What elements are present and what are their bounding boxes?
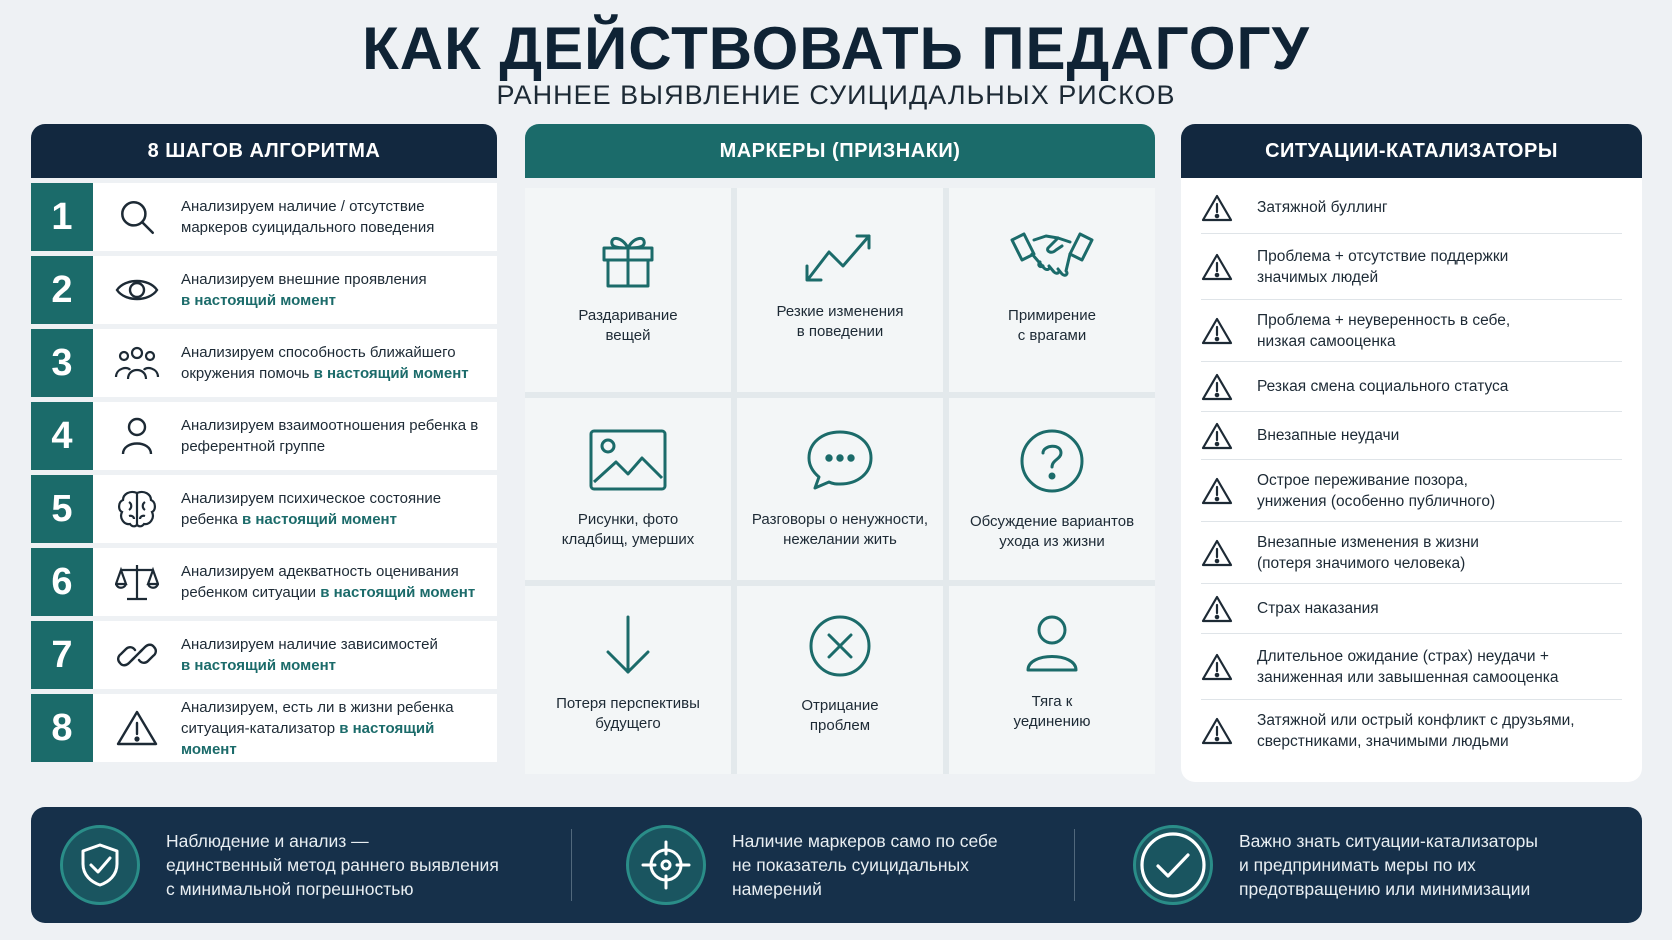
eye-icon xyxy=(93,256,181,324)
arrow-down-icon xyxy=(603,614,653,676)
situation-item xyxy=(1201,584,1622,634)
bottom-bar xyxy=(31,807,1642,923)
situation-text: Проблема + отсутствие поддержки значимых людей xyxy=(1257,247,1509,286)
brain-icon xyxy=(93,475,181,543)
user-icon xyxy=(1024,614,1080,674)
gift-icon xyxy=(600,228,656,288)
marker-label: Рисунки, фото кладбищ, умерших xyxy=(561,511,695,548)
situation-text: Затяжной или острый конфликт с друзьями, сверстниками, значимыми людьми xyxy=(1257,712,1575,750)
page-subtitle: РАННЕЕ ВЫЯВЛЕНИЕ СУИЦИДАЛЬНЫХ РИСКОВ xyxy=(496,80,1176,110)
bottom-item xyxy=(31,807,571,923)
step-item xyxy=(31,694,497,762)
step-text: Анализируем, есть ли в жизни ребенка ситуация-катализатор в настоящий момент xyxy=(181,698,454,758)
shield-check-icon xyxy=(60,825,140,905)
scales-icon xyxy=(93,548,181,616)
situation-item xyxy=(1201,700,1622,762)
step-number: 3 xyxy=(31,329,93,397)
bottom-text: Наличие маркеров само по себе не показатель суицидальных намерений xyxy=(732,831,998,899)
step-text: Анализируем наличие / отсутствие маркеров суицидального поведения xyxy=(181,198,435,236)
step-item xyxy=(31,402,497,470)
steps-header: 8 ШАГОВ АЛГОРИТМА xyxy=(31,124,497,178)
situation-item xyxy=(1201,300,1622,362)
marker-label: Обсуждение вариантов ухода из жизни xyxy=(969,513,1135,550)
warning-icon xyxy=(93,694,181,762)
situation-text: Проблема + неуверенность в себе, низкая самооценка xyxy=(1257,311,1511,350)
image-icon xyxy=(588,428,668,492)
step-highlight: в настоящий момент xyxy=(181,657,336,674)
marker-card xyxy=(737,398,943,580)
situation-text: Резкая смена социального статуса xyxy=(1257,378,1509,395)
marker-card xyxy=(737,586,943,774)
bottom-text: Важно знать ситуации-катализаторы и предпринимать меры по их предотвращению или минимизации xyxy=(1239,831,1538,899)
marker-card xyxy=(949,586,1155,774)
markers-panel xyxy=(525,124,1155,774)
group-icon xyxy=(93,329,181,397)
marker-card xyxy=(949,398,1155,580)
person-icon xyxy=(93,402,181,470)
link-icon xyxy=(93,621,181,689)
marker-card xyxy=(949,188,1155,392)
handshake-icon xyxy=(1010,228,1094,288)
warning-icon xyxy=(1201,422,1257,450)
situation-item xyxy=(1201,634,1622,700)
step-number: 8 xyxy=(31,694,93,762)
step-text: Анализируем внешние проявления в настоящий момент xyxy=(181,271,427,309)
situation-item xyxy=(1201,234,1622,300)
step-number: 5 xyxy=(31,475,93,543)
situation-text: Внезапные изменения в жизни (потеря значимого человека) xyxy=(1257,533,1479,572)
situation-item xyxy=(1201,460,1622,522)
step-item xyxy=(31,621,497,689)
step-highlight: в настоящий момент xyxy=(181,292,336,309)
situation-text: Внезапные неудачи xyxy=(1257,427,1400,444)
situation-item xyxy=(1201,522,1622,584)
warning-icon xyxy=(1201,253,1257,281)
situation-text: Страх наказания xyxy=(1257,600,1379,617)
warning-icon xyxy=(1201,717,1257,745)
chat-icon xyxy=(805,428,875,492)
marker-label: Примирение с врагами xyxy=(1008,307,1096,344)
step-number: 2 xyxy=(31,256,93,324)
situation-text: Длительное ожидание (страх) неудачи + заниженная или завышенная самооценка xyxy=(1257,647,1559,686)
step-number: 7 xyxy=(31,621,93,689)
situation-text: Острое переживание позора, унижения (особенно публичного) xyxy=(1257,471,1496,510)
bottom-item xyxy=(572,807,1074,923)
warning-icon xyxy=(1201,653,1257,681)
warning-icon xyxy=(1201,539,1257,567)
step-item xyxy=(31,329,497,397)
question-icon xyxy=(1019,428,1085,494)
steps-panel xyxy=(31,124,497,767)
marker-card xyxy=(525,586,731,774)
checkmark-icon xyxy=(1133,825,1213,905)
trend-icon xyxy=(803,228,877,284)
step-highlight: в настоящий момент xyxy=(313,365,469,382)
step-text: Анализируем взаимоотношения ребенка в референтной группе xyxy=(181,417,479,455)
marker-label: Тяга к уединению xyxy=(1013,693,1091,730)
step-highlight: в настоящий момент xyxy=(181,719,435,758)
markers-header: МАРКЕРЫ (ПРИЗНАКИ) xyxy=(525,124,1155,178)
step-item xyxy=(31,475,497,543)
situation-item xyxy=(1201,412,1622,460)
marker-label: Раздаривание вещей xyxy=(578,307,678,344)
warning-icon xyxy=(1201,317,1257,345)
step-highlight: в настоящий момент xyxy=(320,584,476,601)
situations-panel xyxy=(1181,124,1642,782)
step-number: 4 xyxy=(31,402,93,470)
step-text: Анализируем адекватность оценивания ребенком ситуации в настоящий момент xyxy=(181,563,476,601)
bottom-text: Наблюдение и анализ — единственный метод раннего выявления с минимальной погрешностью xyxy=(166,831,499,899)
step-text: Анализируем способность ближайшего окружения помочь в настоящий момент xyxy=(181,344,469,382)
step-text: Анализируем психическое состояние ребенка в настоящий момент xyxy=(181,490,442,528)
situation-item xyxy=(1201,362,1622,412)
situation-text: Затяжной буллинг xyxy=(1257,199,1388,216)
marker-card xyxy=(525,188,731,392)
marker-label: Разговоры о ненужности, нежелании жить xyxy=(751,511,929,548)
marker-label: Отрицание проблем xyxy=(801,697,879,734)
step-item xyxy=(31,183,497,251)
step-text: Анализируем наличие зависимостей в настоящий момент xyxy=(181,636,438,674)
situation-item xyxy=(1201,182,1622,234)
step-item xyxy=(31,548,497,616)
marker-label: Потеря перспективы будущего xyxy=(556,695,700,732)
warning-icon xyxy=(1201,194,1257,222)
step-number: 1 xyxy=(31,183,93,251)
crosshair-icon xyxy=(626,825,706,905)
step-highlight: в настоящий момент xyxy=(241,511,397,528)
step-number: 6 xyxy=(31,548,93,616)
search-icon xyxy=(93,183,181,251)
marker-card xyxy=(737,188,943,392)
circle-x-icon xyxy=(808,614,872,678)
marker-label: Резкие изменения в поведении xyxy=(776,303,904,340)
bottom-item xyxy=(1075,807,1635,923)
situations-header: СИТУАЦИИ-КАТАЛИЗАТОРЫ xyxy=(1181,124,1642,178)
warning-icon xyxy=(1201,373,1257,401)
page-title: КАК ДЕЙСТВОВАТЬ ПЕДАГОГУ xyxy=(362,15,1310,82)
warning-icon xyxy=(1201,595,1257,623)
warning-icon xyxy=(1201,477,1257,505)
marker-card xyxy=(525,398,731,580)
step-item xyxy=(31,256,497,324)
